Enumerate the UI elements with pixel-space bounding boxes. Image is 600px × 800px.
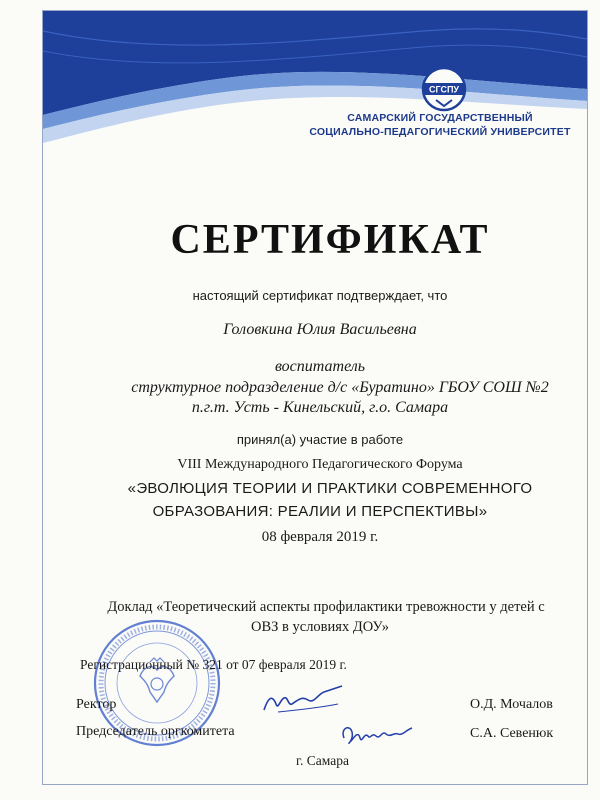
signature-role-chair: Председатель оргкомитета xyxy=(76,724,235,739)
recipient-name: Головкина Юлия Васильевна xyxy=(223,321,417,338)
event-name: VIII Международного Педагогического Форума xyxy=(177,457,463,472)
university-logo xyxy=(420,66,468,112)
university-name-line1: САМАРСКИЙ ГОСУДАРСТВЕННЫЙ xyxy=(347,112,533,124)
signature-role-rector: Ректор xyxy=(76,697,117,712)
university-name xyxy=(300,111,580,139)
participation-text: принял(а) участие в работе xyxy=(236,432,404,447)
recipient-location: п.г.т. Усть - Кинельский, г.о. Самара xyxy=(191,399,449,416)
university-name-line2: СОЦИАЛЬНО-ПЕДАГОГИЧЕСКИЙ УНИВЕРСИТЕТ xyxy=(309,126,571,138)
registration-info: Регистрационный № 321 от 07 февраля 2019 г. xyxy=(80,657,347,672)
certificate-title: СЕРТИФИКАТ xyxy=(170,217,490,263)
event-theme-line1: «ЭВОЛЮЦИЯ ТЕОРИИ И ПРАКТИКИ СОВРЕМЕННОГО xyxy=(127,480,533,497)
intro-text: настоящий сертификат подтверждает, что xyxy=(192,288,448,303)
recipient-organization: структурное подразделение д/с «Буратино» ГБОУ СОШ №2 xyxy=(131,379,549,396)
signature-name-rector: О.Д. Мочалов xyxy=(470,697,553,712)
logo-text: СГСПУ xyxy=(428,84,460,95)
event-theme-line2: ОБРАЗОВАНИЯ: РЕАЛИИ И ПЕРСПЕКТИВЫ» xyxy=(152,503,488,520)
rector-signature xyxy=(258,680,348,720)
event-date: 08 февраля 2019 г. xyxy=(261,529,379,545)
city: г. Самара xyxy=(296,753,349,768)
report-line1: Доклад «Теоретический аспекты профилактики тревожности у детей с xyxy=(107,599,545,615)
signature-name-chair: С.А. Севенюк xyxy=(470,726,554,741)
report-line2: ОВЗ в условиях ДОУ» xyxy=(251,619,389,635)
chair-signature xyxy=(336,718,416,752)
recipient-position: воспитатель xyxy=(274,358,366,375)
